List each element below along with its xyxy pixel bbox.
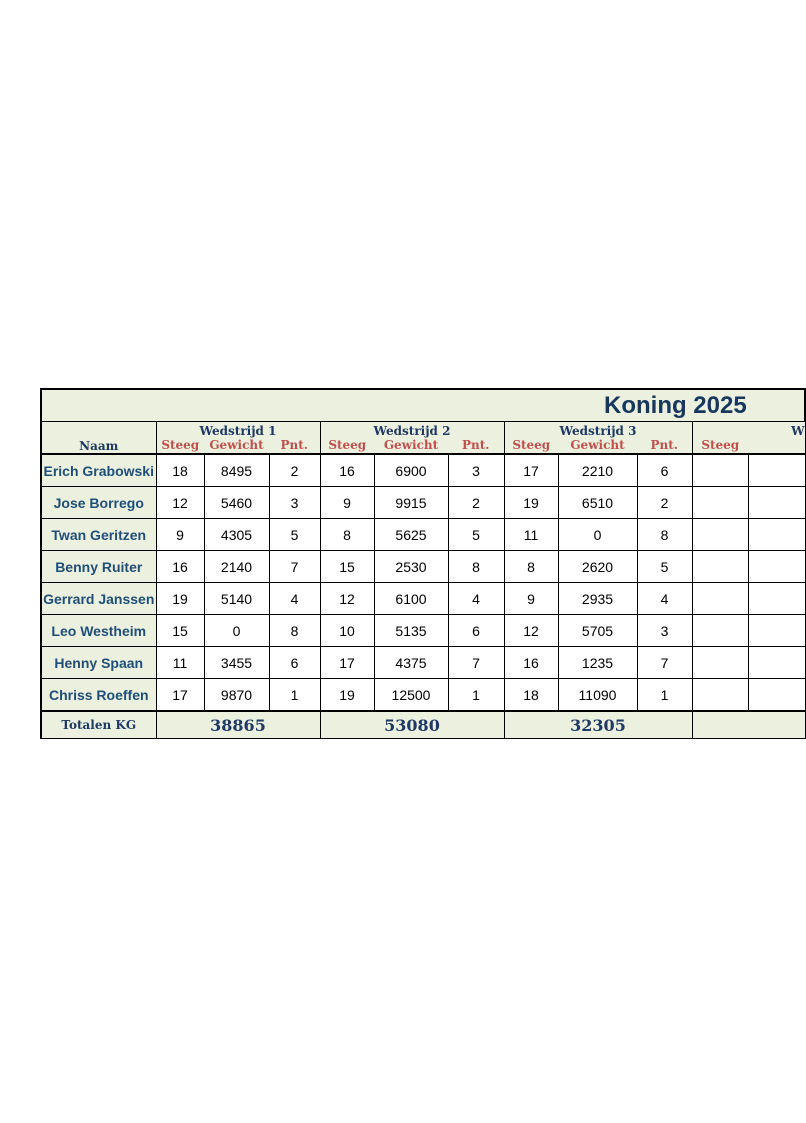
pnt-cell-w2: 4: [448, 583, 504, 615]
gewicht-cell-w3: 11090: [558, 679, 637, 712]
gewicht-cell-w3: 6510: [558, 487, 637, 519]
score-sheet: [40, 388, 805, 738]
gewicht-cell-w2: 5625: [374, 519, 448, 551]
steeg-cell-w2: 19: [320, 679, 374, 712]
gewicht-cell-w3: 2210: [558, 454, 637, 487]
participant-name: Twan Geritzen: [41, 519, 156, 551]
gewicht-cell-w3: 1235: [558, 647, 637, 679]
empty-cell-w4: [748, 519, 805, 551]
naam-header: Naam: [41, 422, 156, 455]
empty-cell-w4: [692, 519, 748, 551]
participant-name: Erich Grabowski: [41, 454, 156, 487]
steeg-header-3: Steeg: [504, 438, 558, 454]
empty-cell-w4: [692, 551, 748, 583]
steeg-cell-w2: 17: [320, 647, 374, 679]
gewicht-cell-w2: 6900: [374, 454, 448, 487]
gewicht-header-4: [748, 438, 805, 454]
table-row: [41, 487, 805, 519]
participant-name: Leo Westheim: [41, 615, 156, 647]
gewicht-header-3: Gewicht: [558, 438, 637, 454]
participant-name: Jose Borrego: [41, 487, 156, 519]
steeg-cell-w3: 8: [504, 551, 558, 583]
empty-cell-w4: [748, 487, 805, 519]
pnt-cell-w1: 5: [269, 519, 320, 551]
gewicht-cell-w2: 4375: [374, 647, 448, 679]
gewicht-cell-w1: 5460: [204, 487, 269, 519]
empty-cell-w4: [748, 647, 805, 679]
wedstrijd-1-header: Wedstrijd 1: [156, 422, 320, 439]
empty-cell-w4: [748, 551, 805, 583]
gewicht-cell-w2: 2530: [374, 551, 448, 583]
steeg-header-1: Steeg: [156, 438, 204, 454]
steeg-cell-w3: 18: [504, 679, 558, 712]
total-kg-w4: [692, 711, 805, 739]
totals-row: [41, 711, 805, 739]
sheet-title: Koning 2025: [41, 389, 805, 422]
empty-cell-w4: [748, 679, 805, 712]
pnt-cell-w1: 1: [269, 679, 320, 712]
steeg-cell-w2: 16: [320, 454, 374, 487]
steeg-cell-w3: 11: [504, 519, 558, 551]
pnt-cell-w1: 6: [269, 647, 320, 679]
empty-cell-w4: [748, 615, 805, 647]
pnt-cell-w3: 4: [637, 583, 692, 615]
steeg-cell-w1: 16: [156, 551, 204, 583]
table-row: [41, 647, 805, 679]
gewicht-cell-w3: 5705: [558, 615, 637, 647]
table-row: [41, 615, 805, 647]
empty-cell-w4: [748, 583, 805, 615]
steeg-cell-w3: 16: [504, 647, 558, 679]
steeg-header-4: Steeg: [692, 438, 748, 454]
steeg-cell-w1: 18: [156, 454, 204, 487]
wedstrijd-2-header: Wedstrijd 2: [320, 422, 504, 439]
pnt-cell-w3: 2: [637, 487, 692, 519]
empty-cell-w4: [692, 615, 748, 647]
pnt-cell-w3: 7: [637, 647, 692, 679]
total-kg-w3: 32305: [504, 711, 692, 739]
pnt-cell-w1: 8: [269, 615, 320, 647]
steeg-cell-w1: 15: [156, 615, 204, 647]
gewicht-cell-w1: 3455: [204, 647, 269, 679]
pnt-header-2: Pnt.: [448, 438, 504, 454]
pnt-cell-w3: 6: [637, 454, 692, 487]
gewicht-cell-w1: 0: [204, 615, 269, 647]
empty-cell-w4: [692, 583, 748, 615]
pnt-cell-w1: 3: [269, 487, 320, 519]
pnt-cell-w3: 5: [637, 551, 692, 583]
totals-label: Totalen KG: [41, 711, 156, 739]
pnt-cell-w3: 3: [637, 615, 692, 647]
steeg-cell-w3: 12: [504, 615, 558, 647]
steeg-cell-w3: 17: [504, 454, 558, 487]
gewicht-cell-w2: 9915: [374, 487, 448, 519]
pnt-cell-w2: 6: [448, 615, 504, 647]
steeg-cell-w3: 9: [504, 583, 558, 615]
steeg-cell-w1: 17: [156, 679, 204, 712]
gewicht-cell-w1: 9870: [204, 679, 269, 712]
gewicht-header-1: Gewicht: [204, 438, 269, 454]
gewicht-cell-w1: 5140: [204, 583, 269, 615]
table-row: [41, 679, 805, 712]
table-row: [41, 583, 805, 615]
steeg-cell-w2: 9: [320, 487, 374, 519]
pnt-header-1: Pnt.: [269, 438, 320, 454]
gewicht-cell-w2: 6100: [374, 583, 448, 615]
pnt-cell-w2: 2: [448, 487, 504, 519]
pnt-cell-w2: 5: [448, 519, 504, 551]
steeg-cell-w1: 11: [156, 647, 204, 679]
pnt-cell-w2: 1: [448, 679, 504, 712]
empty-cell-w4: [692, 454, 748, 487]
pnt-header-3: Pnt.: [637, 438, 692, 454]
results-table: [40, 388, 806, 739]
participant-name: Chriss Roeffen: [41, 679, 156, 712]
gewicht-cell-w1: 2140: [204, 551, 269, 583]
pnt-cell-w2: 7: [448, 647, 504, 679]
pnt-cell-w2: 3: [448, 454, 504, 487]
gewicht-cell-w1: 8495: [204, 454, 269, 487]
gewicht-cell-w2: 12500: [374, 679, 448, 712]
steeg-cell-w3: 19: [504, 487, 558, 519]
participant-name: Gerrard Janssen: [41, 583, 156, 615]
pnt-cell-w1: 7: [269, 551, 320, 583]
empty-cell-w4: [692, 647, 748, 679]
gewicht-cell-w3: 2620: [558, 551, 637, 583]
empty-cell-w4: [748, 454, 805, 487]
steeg-cell-w2: 8: [320, 519, 374, 551]
wedstrijd-3-header: Wedstrijd 3: [504, 422, 692, 439]
steeg-cell-w2: 15: [320, 551, 374, 583]
steeg-header-2: Steeg: [320, 438, 374, 454]
gewicht-cell-w3: 2935: [558, 583, 637, 615]
participant-name: Benny Ruiter: [41, 551, 156, 583]
gewicht-cell-w2: 5135: [374, 615, 448, 647]
participant-name: Henny Spaan: [41, 647, 156, 679]
pnt-cell-w1: 2: [269, 454, 320, 487]
table-row: [41, 551, 805, 583]
steeg-cell-w2: 12: [320, 583, 374, 615]
wedstrijd-4-header: W: [692, 422, 805, 439]
pnt-cell-w3: 8: [637, 519, 692, 551]
steeg-cell-w2: 10: [320, 615, 374, 647]
total-kg-w1: 38865: [156, 711, 320, 739]
pnt-cell-w3: 1: [637, 679, 692, 712]
steeg-cell-w1: 19: [156, 583, 204, 615]
total-kg-w2: 53080: [320, 711, 504, 739]
gewicht-cell-w1: 4305: [204, 519, 269, 551]
steeg-cell-w1: 12: [156, 487, 204, 519]
pnt-cell-w2: 8: [448, 551, 504, 583]
gewicht-header-2: Gewicht: [374, 438, 448, 454]
pnt-cell-w1: 4: [269, 583, 320, 615]
table-row: [41, 454, 805, 487]
gewicht-cell-w3: 0: [558, 519, 637, 551]
table-row: [41, 519, 805, 551]
empty-cell-w4: [692, 679, 748, 712]
steeg-cell-w1: 9: [156, 519, 204, 551]
empty-cell-w4: [692, 487, 748, 519]
